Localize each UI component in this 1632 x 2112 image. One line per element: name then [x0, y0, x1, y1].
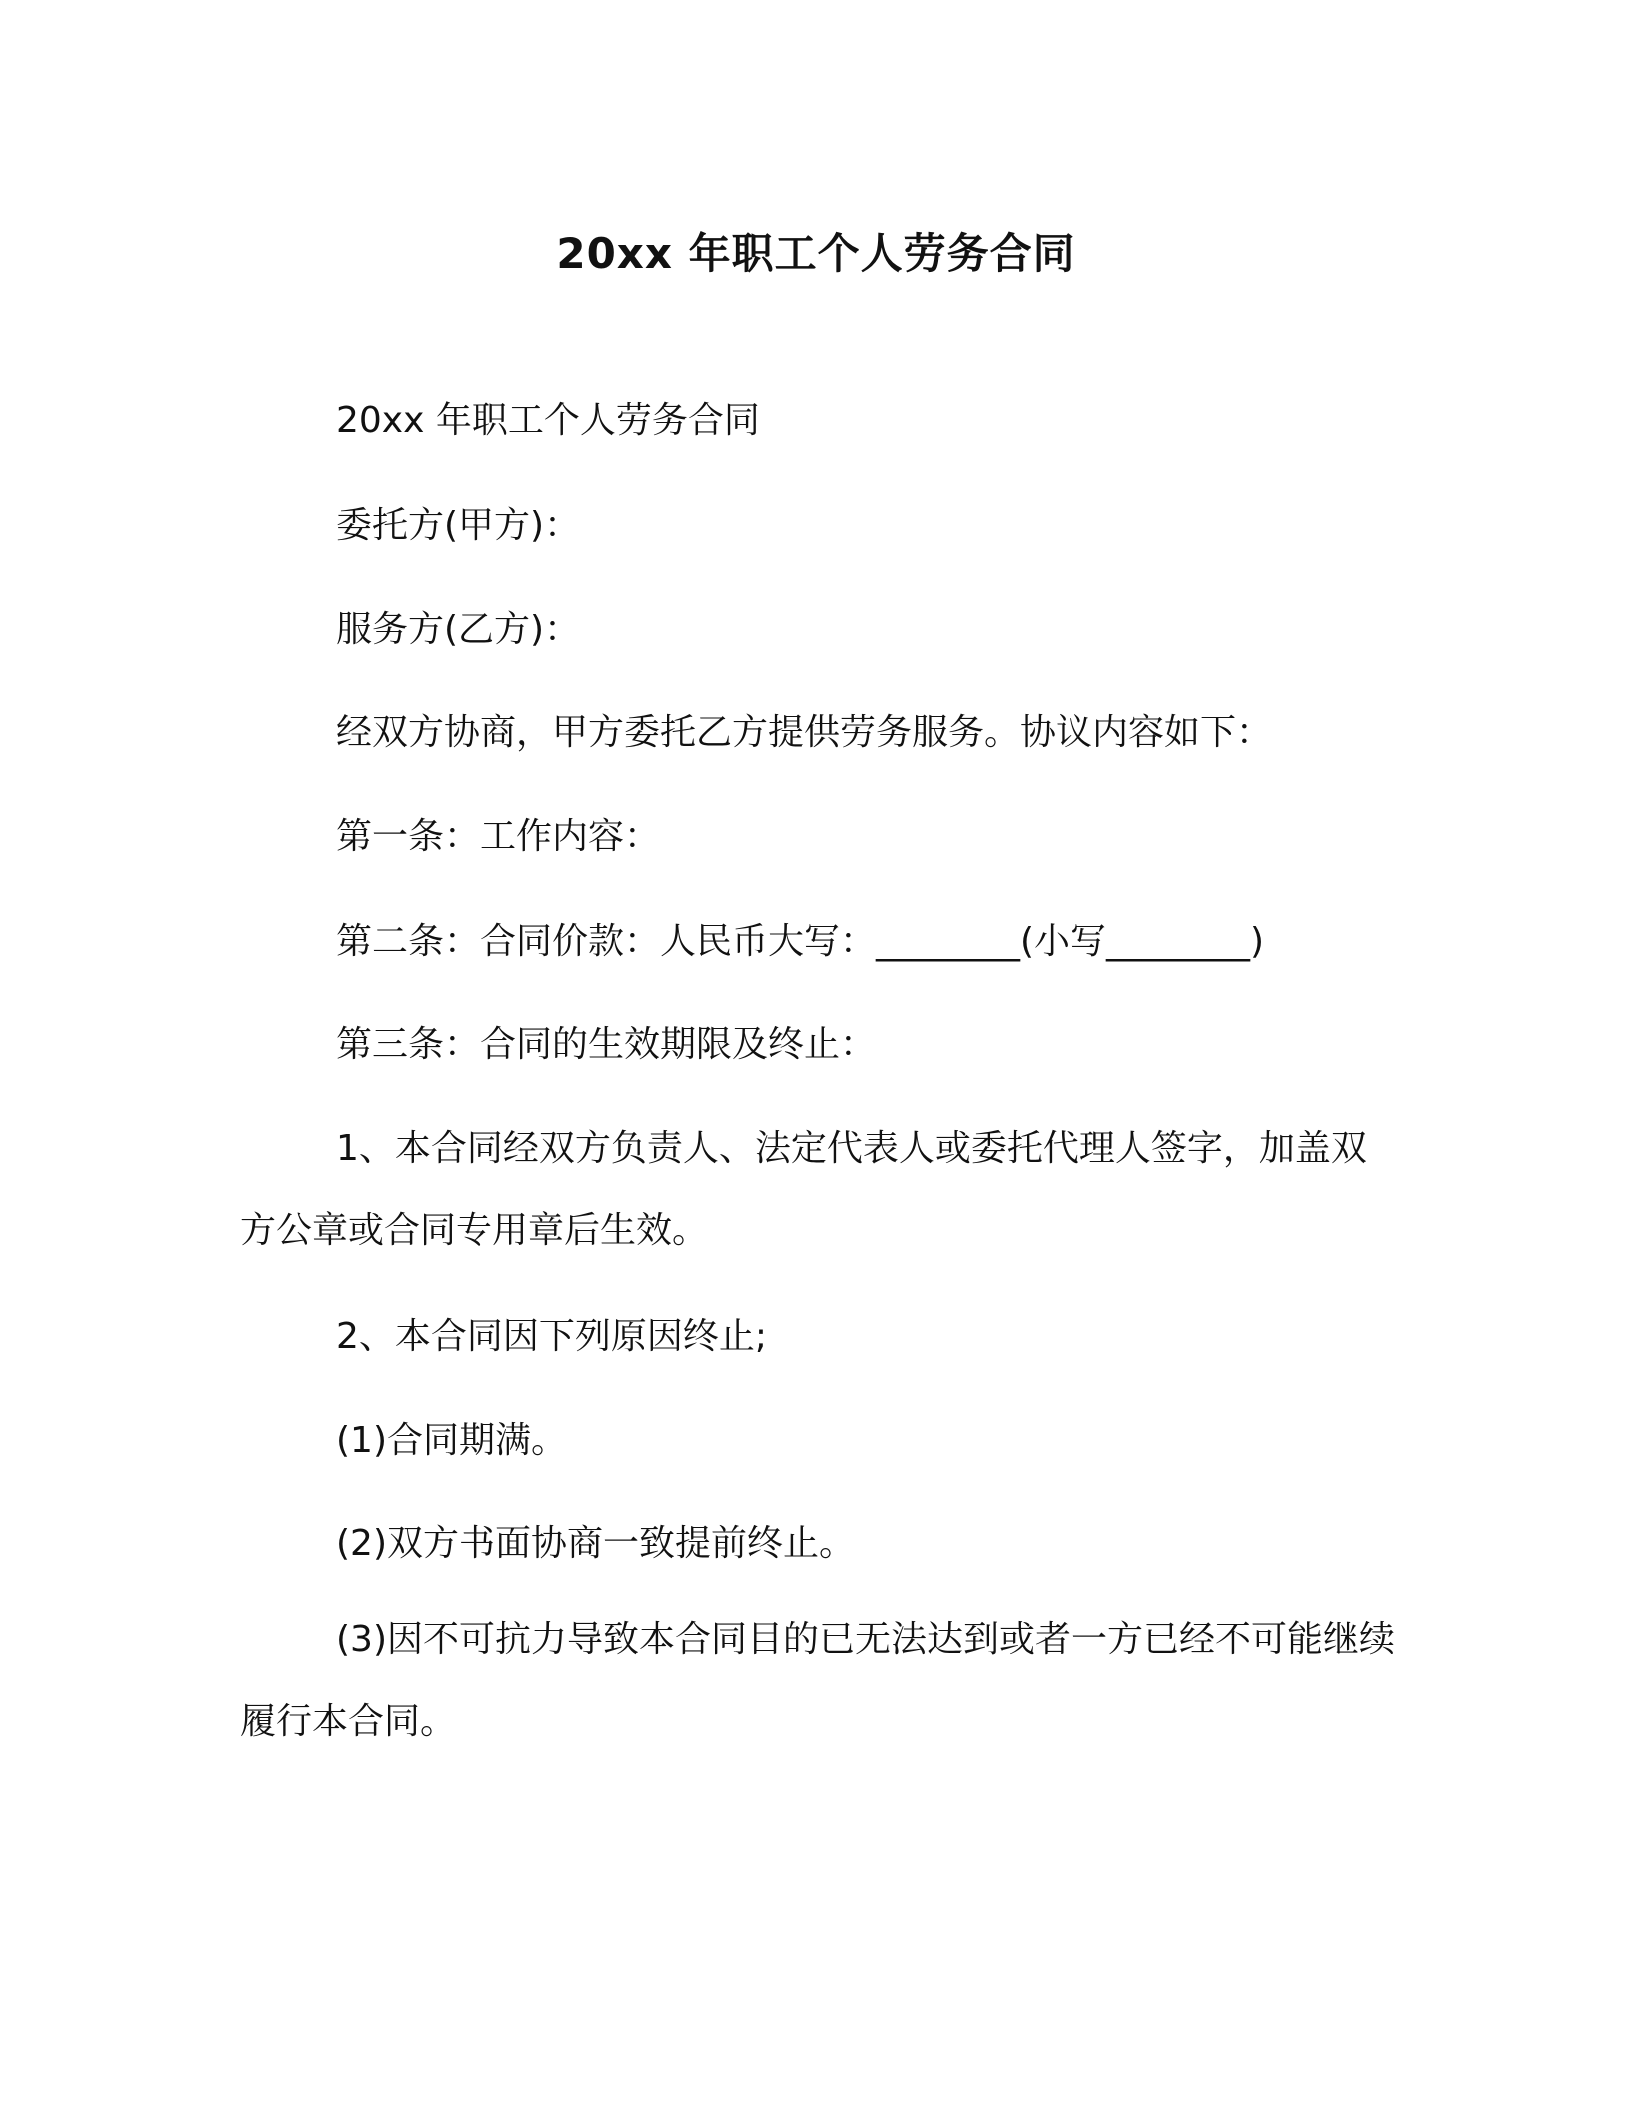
- item-3: (3)因不可抗力导致本合同目的已无法达到或者一方已经不可能继续履行本合同。: [240, 1619, 1395, 1742]
- clause-2: 2、本合同因下列原因终止;: [336, 1316, 768, 1357]
- article-1: 第一条：工作内容：: [336, 816, 661, 857]
- party-a-line: 委托方(甲方)：: [336, 505, 581, 546]
- document-subtitle: 20xx 年职工个人劳务合同: [336, 400, 760, 441]
- item-1: (1)合同期满。: [336, 1420, 567, 1461]
- item-2: (2)双方书面协商一致提前终止。: [336, 1523, 855, 1564]
- party-b-line: 服务方(乙方)：: [336, 609, 581, 650]
- article-3: 第三条：合同的生效期限及终止：: [336, 1024, 877, 1065]
- intro-paragraph: 经双方协商，甲方委托乙方提供劳务服务。协议内容如下：: [336, 712, 1273, 753]
- document-title: 20xx 年职工个人劳务合同: [556, 229, 1076, 278]
- article-2: 第二条：合同价款：人民币大写：________(小写________): [336, 921, 1265, 962]
- clause-1: 1、本合同经双方负责人、法定代表人或委托代理人签字，加盖双方公章或合同专用章后生效。: [240, 1128, 1367, 1251]
